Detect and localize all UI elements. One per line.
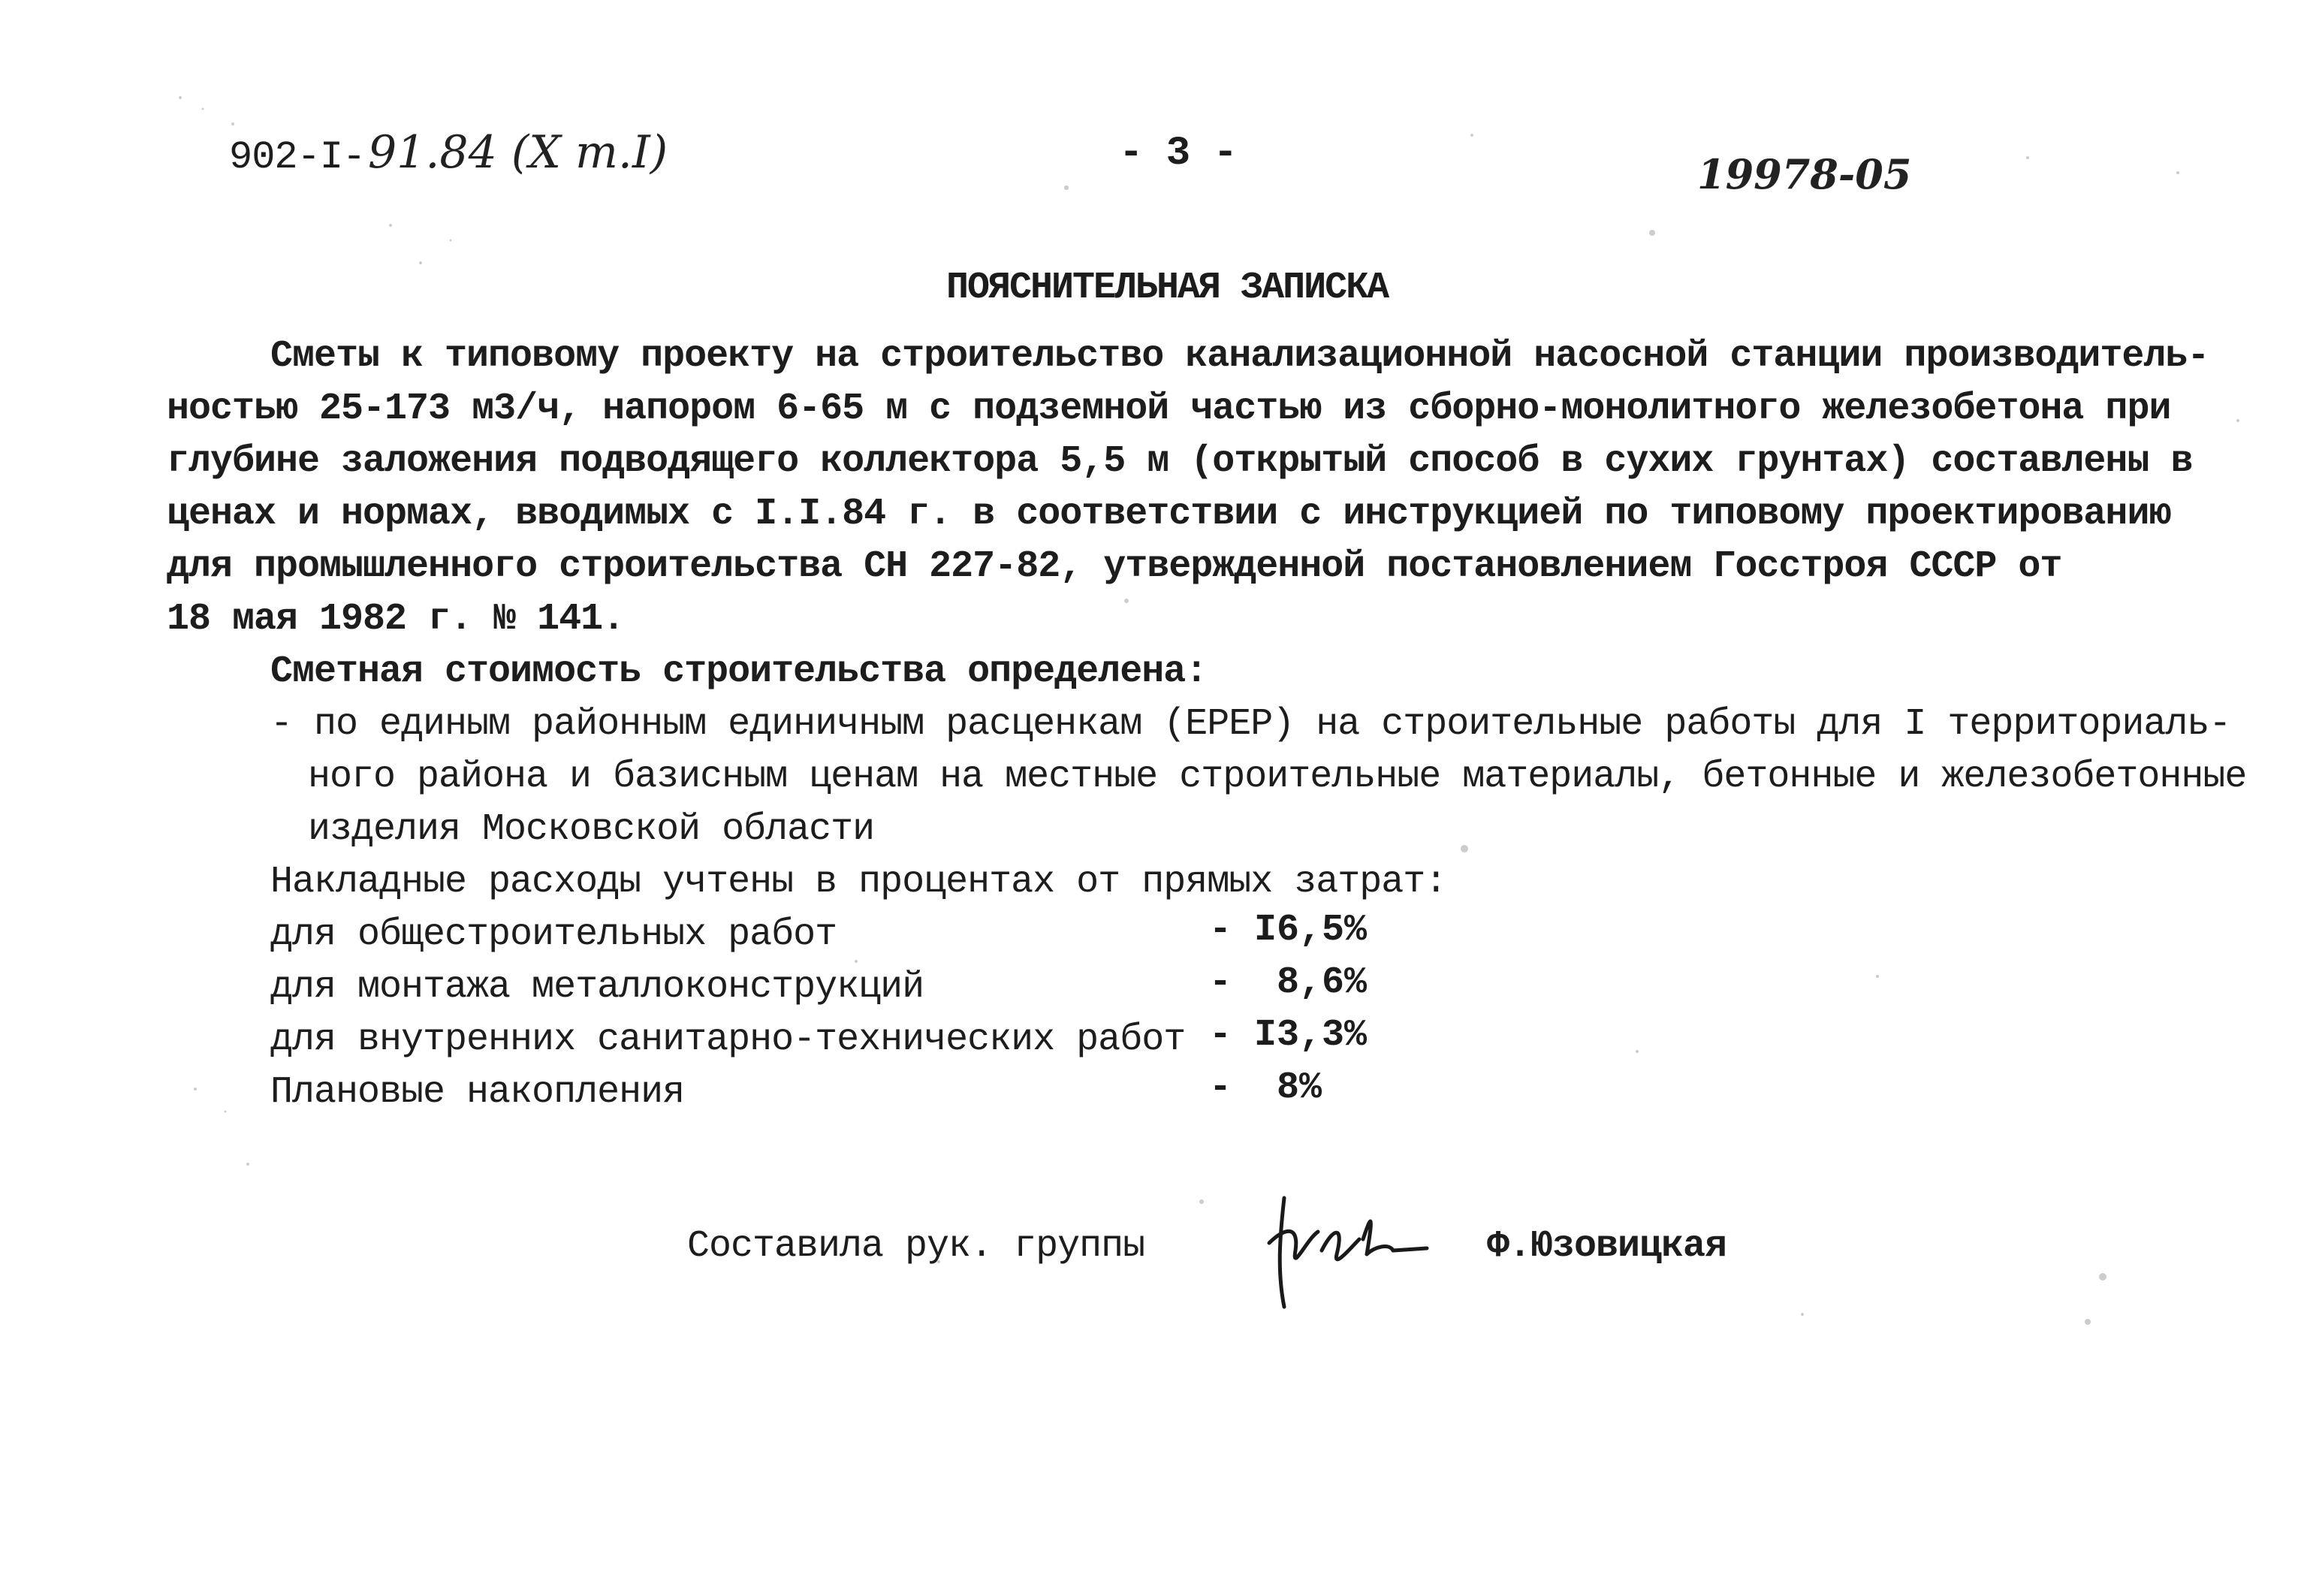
bullet-line-1: - по единым районным единичным расценкам (ЕРЕР) на строительные работы для I территориаль- (270, 703, 2231, 746)
overheads-intro: Накладные расходы учтены в процентах от прямых затрат: (270, 861, 1447, 904)
paragraph-1-line-5: для промышленного строительства СН 227-82, утвержденной постановлением Госстроя СССР от (167, 545, 2062, 588)
overhead-item-label: для общестроительных работ (270, 913, 837, 956)
paragraph-1-line-3: глубине заложения подводящего коллектора 5,5 м (открытый способ в сухих грунтах) составлены в (167, 440, 2193, 483)
paragraph-1-line-1: Сметы к типовому проекту на строительство канализационной насосной станции производитель- (270, 335, 2209, 378)
paragraph-1-line-6: 18 мая 1982 г. № 141. (167, 598, 625, 641)
overhead-item-value: 8% (1277, 1067, 1322, 1109)
paragraph-1-line-4: ценах и нормах, вводимых с I.I.84 г. в соответствии с инструкцией по типовому проектированию (167, 493, 2171, 536)
overhead-dash: - (1209, 1014, 1232, 1057)
overhead-item-label: для монтажа металлоконструкций (270, 966, 924, 1009)
overhead-item-value: 8,6% (1277, 961, 1368, 1004)
overhead-item-label: для внутренних санитарно-технических работ (270, 1018, 1186, 1061)
bullet-line-2: ного района и базисным ценам на местные строительные материалы, бетонные и железобетонные (308, 756, 2247, 798)
document-code-handwritten: 91.84 (Х т.I) (368, 126, 668, 179)
overhead-item-value: I3,3% (1254, 1014, 1368, 1057)
compiler-name: Ф.Юзовицкая (1487, 1225, 1727, 1268)
overhead-item-label: Плановые накопления (270, 1071, 685, 1114)
overhead-dash: - (1209, 909, 1232, 952)
page-title: ПОЯСНИТЕЛЬНАЯ ЗАПИСКА (946, 267, 1389, 309)
bullet-line-3: изделия Московской области (308, 808, 875, 851)
overhead-dash: - (1209, 1067, 1232, 1109)
overhead-dash: - (1209, 961, 1232, 1004)
document-code-typed: 902-I- (229, 135, 366, 180)
paragraph-2-intro: Сметная стоимость строительства определена: (270, 650, 1208, 693)
signature (1262, 1187, 1434, 1314)
paragraph-1-line-2: ностью 25-173 м3/ч, напором 6-65 м с подземной частью из сборно-монолитного железобетона при (167, 388, 2171, 430)
page-number: - 3 - (1119, 131, 1238, 176)
overhead-item-value: I6,5% (1254, 909, 1368, 952)
inventory-number: 19978-05 (1697, 150, 1912, 198)
compiled-by-label: Составила рук. группы (687, 1225, 1145, 1268)
